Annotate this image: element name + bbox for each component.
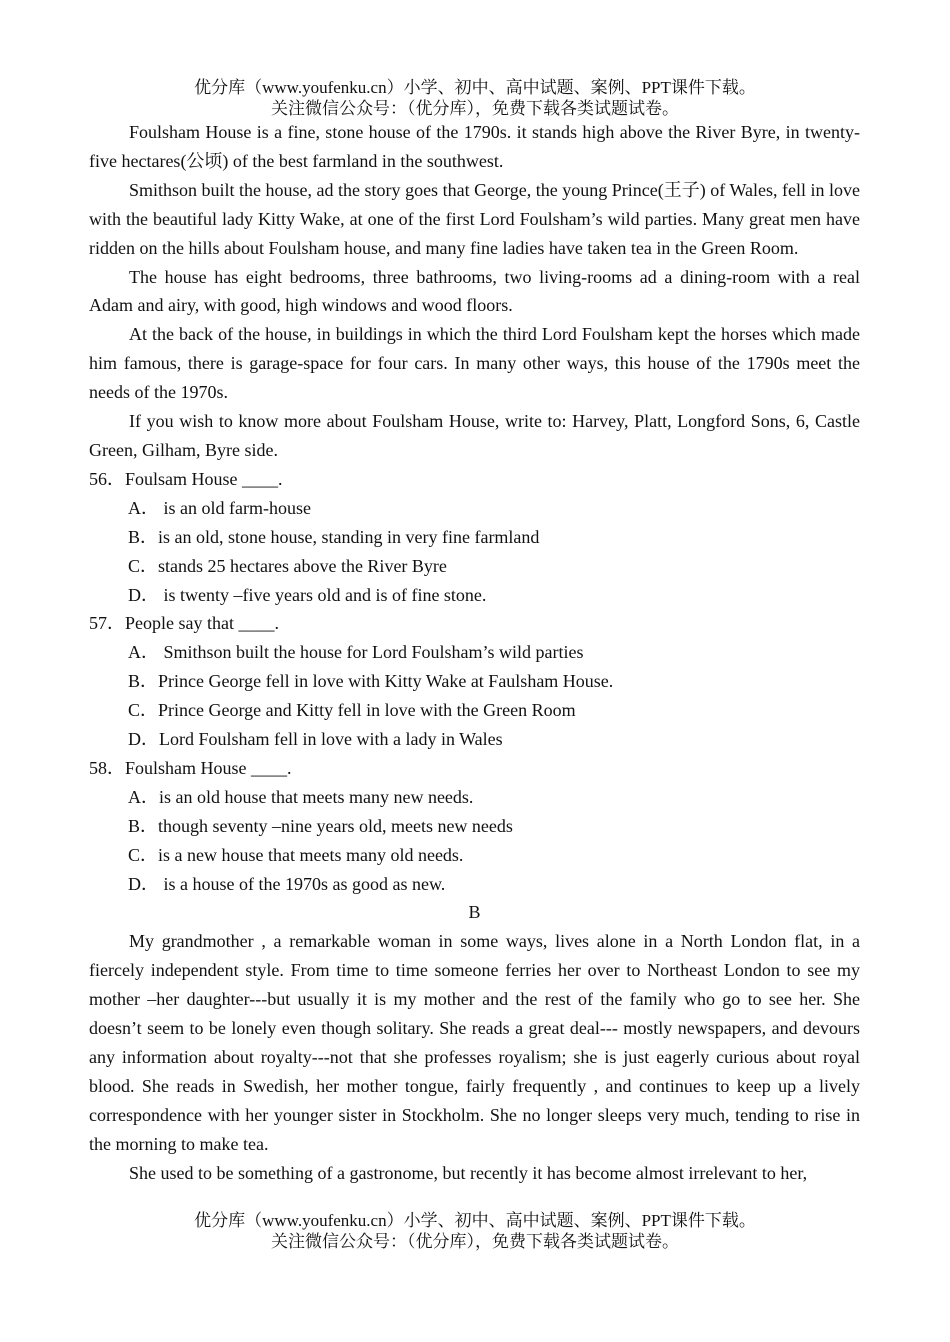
option-b: B．Prince George fell in love with Kitty Wake at Faulsham House.	[128, 671, 614, 692]
section-label-b: B	[468, 902, 481, 923]
passage-a-paragraph-5: If you wish to know more about Foulsham House, write to: Harvey, Platt, Longford Sons, 6, Castle Green, Gilham, Byre side.	[89, 411, 860, 460]
passage-a	[89, 118, 860, 465]
option-d: D．Lord Foulsham fell in love with a lady in Wales	[128, 729, 503, 750]
question-57	[89, 609, 860, 754]
passage-a-paragraph-4: At the back of the house, in buildings in which the third Lord Foulsham kept the horses which made him famous, there is garage-space for four cars. In many other ways, this house of the 1790s meet the needs of the 1970s.	[89, 324, 860, 403]
option-d: D． is twenty –five years old and is of fine stone.	[128, 584, 487, 605]
footer-line-1: 优分库（www.youfenku.cn）小学、初中、高中试题、案例、PPT课件下载。	[194, 1211, 756, 1230]
page-header	[0, 77, 950, 119]
option-c: C．is a new house that meets many old needs.	[128, 844, 464, 865]
footer-line-2: 关注微信公众号：（优分库），免费下载各类试题试卷。	[271, 1232, 679, 1251]
header-line-2: 关注微信公众号：（优分库），免费下载各类试题试卷。	[271, 99, 679, 118]
page-footer	[0, 1210, 950, 1252]
question-58	[89, 754, 860, 899]
option-a: A． Smithson built the house for Lord Foulsham’s wild parties	[128, 642, 584, 663]
passage-a-paragraph-1: Foulsham House is a fine, stone house of the 1790s. it stands high above the River Byre, in twenty-five hectares(公顷) of the best farmland in the southwest.	[89, 122, 860, 171]
option-c: C．Prince George and Kitty fell in love with the Green Room	[128, 700, 576, 721]
question-56	[89, 465, 860, 610]
header-line-1: 优分库（www.youfenku.cn）小学、初中、高中试题、案例、PPT课件下载。	[194, 78, 756, 97]
passage-b-paragraph-1: My grandmother , a remarkable woman in some ways, lives alone in a North London flat, in a fiercely independent style. From time to time someone ferries her over to Northeast London to see my mother –her daughter---but usually it is my mother and the rest of the family who go to see her. She doesn’t seem to be lonely even though solitary. She reads a great deal--- mostly newspapers, and devours any information about royalty---not that she professes royalism; she is just eagerly curious about royal blood. She reads in Swedish, her mother tongue, fairly frequently , and continues to keep up a lively correspondence with her younger sister in Stockholm. She no longer sleeps very much, tending to rise in the morning to make tea.	[89, 931, 860, 1154]
passage-b-paragraph-2: She used to be something of a gastronome, but recently it has become almost irrelevant to her,	[129, 1162, 808, 1183]
option-a: A．is an old house that meets many new needs.	[128, 786, 474, 807]
option-a: A． is an old farm-house	[128, 497, 311, 518]
passage-b	[89, 898, 860, 1187]
question-stem: 56．Foulsam House ____.	[89, 468, 283, 489]
passage-a-paragraph-3: The house has eight bedrooms, three bathrooms, two living-rooms ad a dining-room with a real Adam and airy, with good, high windows and wood floors.	[89, 266, 860, 316]
option-b: B．is an old, stone house, standing in very fine farmland	[128, 526, 540, 547]
question-stem: 58．Foulsham House ____.	[89, 757, 292, 778]
question-stem: 57．People say that ____.	[89, 613, 279, 634]
passage-a-paragraph-2: Smithson built the house, ad the story goes that George, the young Prince(王子) of Wales, fell in love with the beautiful lady Kitty Wake, at one of the first Lord Foulsham’s wild parties. Many great men have ridden on the hills about Foulsham house, and many fine ladies have taken tea in the Green Room.	[89, 179, 860, 258]
option-c: C．stands 25 hectares above the River Byre	[128, 555, 447, 576]
document-body	[89, 118, 860, 1188]
option-d: D． is a house of the 1970s as good as new.	[128, 873, 446, 894]
option-b: B．though seventy –nine years old, meets new needs	[128, 815, 513, 836]
